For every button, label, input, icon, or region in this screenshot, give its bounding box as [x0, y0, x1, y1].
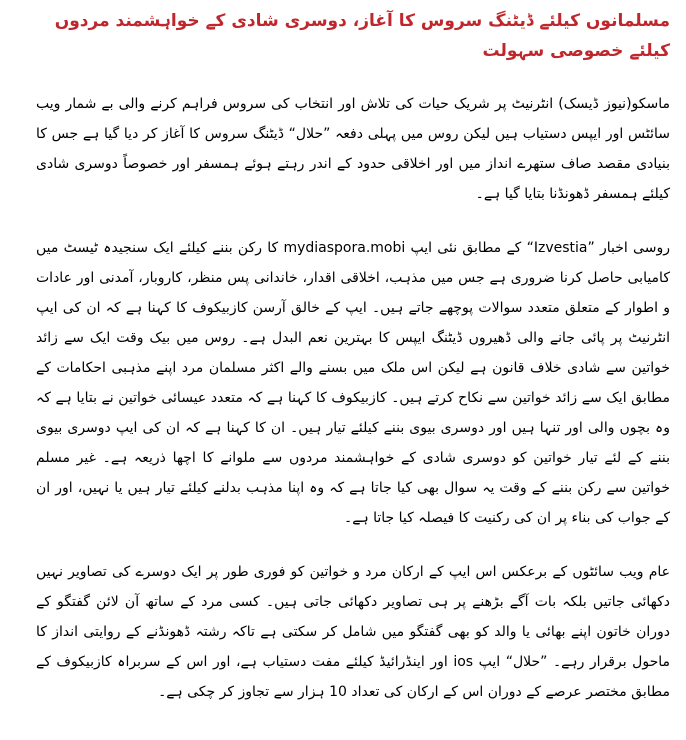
article-paragraph-details: روسی اخبار ”Izvestia“ کے مطابق نئی ایپ mydiaspora.mobi کا رکن بننے کیلئے ایک سنجیدہ ٹیسٹ میں کامیابی حاصل کرنا ضروری ہے جس میں مذہب، اخلاقی اقدار، خاندانی پس منظر، کاروبار، آمدنی اور عادات و اطوار کے متعلق متعدد سوالات پوچھے جاتے ہیں۔ ایپ کے خالق آرسن کازبیکوف کا کہنا ہے کہ ان کی ایپ انٹرنیٹ پر پائی جانے والی ڈھیروں ڈیٹنگ ایپس کا بہترین نعم البدل ہے۔ روس میں بیک وقت ایک سے زائد خواتین سے شادی خلاف قانون ہے لیکن اس ملک میں بسنے والے اکثر مسلمان مرد اپنے مذہبی احکامات کے مطابق ایک سے زائد خواتین سے نکاح کرتے ہیں۔ کازبیکوف کا کہنا ہے کہ متعدد عیسائی خواتین نے بتایا ہے کہ وہ بچوں والی اور تنہا ہیں اور دوسری بیوی بننے کیلئے تیار ہیں۔ ان کا کہنا ہے کہ ان کی ایپ دوسری بیوی بننے کے لئے تیار خواتین کو دوسری شادی کے خواہشمند مردوں سے ملوانے کا اچھا ذریعہ ہے۔ غیر مسلم خواتین سے رکن بننے کے وقت یہ سوال بھی کیا جاتا ہے کہ وہ اپنا مذہب بدلنے کیلئے تیار ہیں یا نہیں، اور ان کے جواب کی بناء پر ان کی رکنیت کا فیصلہ کیا جاتا ہے۔ [36, 240, 670, 526]
article-headline: مسلمانوں کیلئے ڈیٹنگ سروس کا آغاز، دوسری شادی کے خواہشمند مردوں کیلئے خصوصی سہولت [54, 11, 670, 61]
article-paragraph-features: عام ویب سائٹوں کے برعکس اس ایپ کے ارکان مرد و خواتین کو فوری طور پر ایک دوسرے کی تصاویر نہیں دکھائی جاتیں بلکہ بات آگے بڑھنے پر ہی تصاویر دکھائی جاتی ہیں۔ کسی مرد کے ساتھ آن لائن گفتگو کے دوران خاتون اپنے بھائی یا والد کو بھی گفتگو میں شامل کر سکتی ہے تاکہ رشتہ ڈھونڈنے کے روایتی انداز کا ماحول برقرار رہے۔ ”حلال“ ایپ ios اور اینڈرائیڈ کیلئے مفت دستیاب ہے، اور اس کے سربراہ کازبیکوف کے مطابق مختصر عرصے کے دوران اس کے ارکان کی تعداد 10 ہزار سے تجاوز کر چکی ہے۔ [36, 564, 670, 700]
article-paragraph-intro: ماسکو(نیوز ڈیسک) انٹرنیٹ پر شریک حیات کی تلاش اور انتخاب کی سروس فراہم کرنے والی بے شمار ویب سائٹس اور ایپس دستیاب ہیں لیکن روس میں پہلی دفعہ ”حلال“ ڈیٹنگ سروس کا آغاز کر دیا گیا ہے جس کا بنیادی مقصد صاف ستھرے انداز میں اور اخلاقی حدود کے اندر رہتے ہوئے ہمسفر اور خصوصاً دوسری شادی کیلئے ہمسفر ڈھونڈنا بتایا گیا ہے۔ [36, 96, 670, 202]
article [36, 0, 670, 707]
